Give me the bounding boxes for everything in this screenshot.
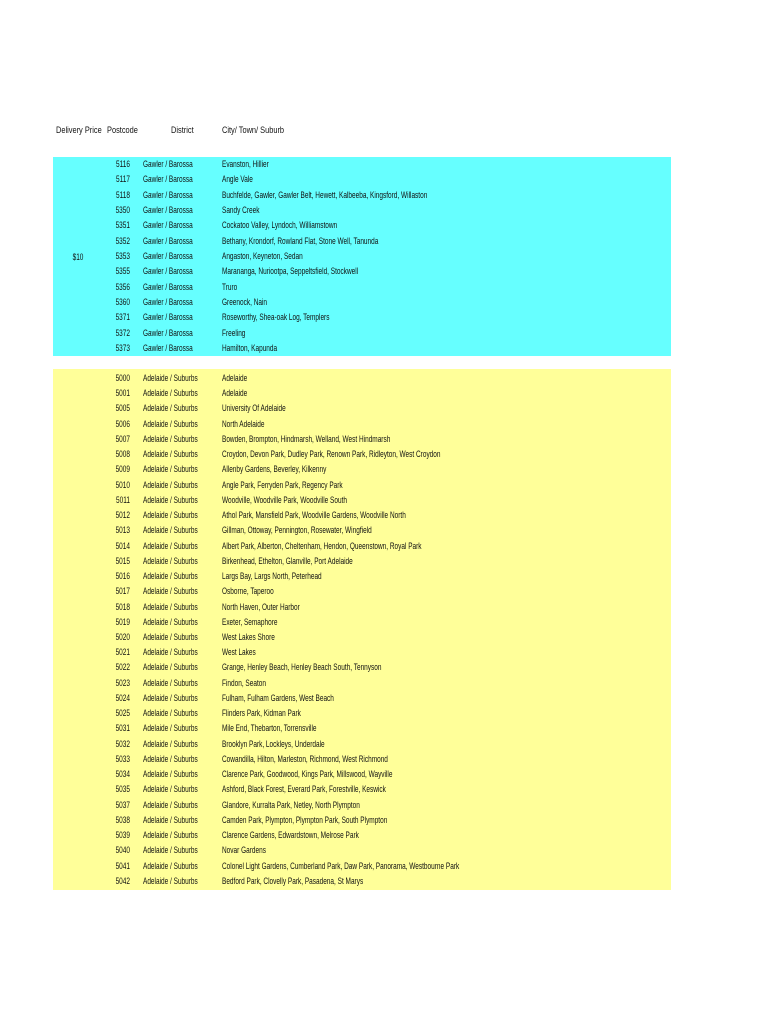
postcode-cell: 5353 — [115, 250, 130, 261]
suburb-cell: Truro — [222, 281, 238, 292]
postcode-cell: 5031 — [115, 723, 130, 734]
district-cell: Adelaide / Suburbs — [143, 418, 198, 429]
district-cell: Adelaide / Suburbs — [143, 403, 198, 414]
table-row — [53, 417, 671, 432]
postcode-cell: 5351 — [115, 220, 130, 231]
suburb-cell: Clarence Gardens, Edwardstown, Melrose Park — [222, 830, 359, 841]
table-row — [53, 874, 671, 889]
postcode-cell: 5007 — [115, 433, 130, 444]
postcode-cell: 5024 — [115, 692, 130, 703]
table-row — [53, 172, 671, 187]
district-cell: Adelaide / Suburbs — [143, 540, 198, 551]
header-district: District — [171, 125, 194, 136]
district-cell: Adelaide / Suburbs — [143, 494, 198, 505]
postcode-cell: 5020 — [115, 631, 130, 642]
district-cell: Gawler / Barossa — [143, 281, 193, 292]
district-cell: Adelaide / Suburbs — [143, 662, 198, 673]
postcode-cell: 5013 — [115, 525, 130, 536]
district-cell: Gawler / Barossa — [143, 159, 193, 169]
table-row — [53, 508, 671, 523]
district-cell: Adelaide / Suburbs — [143, 464, 198, 475]
postcode-cell: 5011 — [116, 494, 130, 505]
suburb-cell: Bedford Park, Clovelly Park, Pasadena, St Marys — [222, 875, 364, 886]
district-cell: Gawler / Barossa — [143, 235, 193, 246]
district-cell: Adelaide / Suburbs — [143, 571, 198, 582]
table-row — [53, 737, 671, 752]
table-row — [53, 554, 671, 569]
district-cell: Adelaide / Suburbs — [143, 586, 198, 597]
table-row — [53, 523, 671, 538]
suburb-cell: Angaston, Keyneton, Sedan — [222, 250, 303, 261]
suburb-cell: Flinders Park, Kidman Park — [222, 708, 301, 719]
table-row — [53, 782, 671, 797]
suburb-cell: Bethany, Krondorf, Rowland Flat, Stone Well, Tanunda — [222, 235, 379, 246]
table-row — [53, 813, 671, 828]
postcode-cell: 5041 — [115, 860, 130, 871]
price-group — [53, 157, 671, 356]
table-row — [53, 249, 671, 264]
table-row — [53, 798, 671, 813]
header-postcode: Postcode — [107, 125, 138, 136]
suburb-cell: Allenby Gardens, Beverley, Kilkenny — [222, 464, 327, 475]
table-row — [53, 752, 671, 767]
suburb-cell: Findon, Seaton — [222, 677, 266, 688]
postcode-cell: 5019 — [115, 616, 130, 627]
district-cell: Gawler / Barossa — [143, 296, 193, 307]
district-cell: Adelaide / Suburbs — [143, 616, 198, 627]
table-row — [53, 432, 671, 447]
suburb-cell: Athol Park, Mansfield Park, Woodville Gardens, Woodville North — [222, 510, 406, 521]
district-cell: Adelaide / Suburbs — [143, 510, 198, 521]
postcode-cell: 5039 — [115, 830, 130, 841]
suburb-cell: Fulham, Fulham Gardens, West Beach — [222, 692, 334, 703]
table-row — [53, 264, 671, 279]
suburb-cell: Freeling — [222, 327, 246, 338]
postcode-cell: 5116 — [116, 159, 130, 169]
suburb-cell: Greenock, Nain — [222, 296, 268, 307]
postcode-cell: 5010 — [115, 479, 130, 490]
table-row — [53, 721, 671, 736]
district-cell: Adelaide / Suburbs — [143, 388, 198, 399]
postcode-cell: 5373 — [115, 342, 130, 353]
postcode-cell: 5118 — [116, 189, 130, 200]
suburb-cell: Sandy Creek — [222, 204, 260, 215]
suburb-cell: Exeter, Semaphore — [222, 616, 278, 627]
table-row — [53, 615, 671, 630]
suburb-cell: Adelaide — [222, 373, 248, 383]
postcode-cell: 5021 — [115, 647, 130, 658]
postcode-cell: 5008 — [115, 449, 130, 460]
postcode-cell: 5033 — [115, 753, 130, 764]
suburb-cell: Buchfelde, Gawler, Gawler Belt, Hewett, Kalbeeba, Kingsford, Willaston — [222, 189, 428, 200]
suburb-cell: Glandore, Kurralta Park, Netley, North Plympton — [222, 799, 360, 810]
table-row — [53, 478, 671, 493]
district-cell: Adelaide / Suburbs — [143, 845, 198, 856]
postcode-cell: 5371 — [115, 312, 130, 323]
postcode-cell: 5023 — [115, 677, 130, 688]
district-cell: Adelaide / Suburbs — [143, 449, 198, 460]
district-cell: Adelaide / Suburbs — [143, 555, 198, 566]
suburb-cell: Osborne, Taperoo — [222, 586, 274, 597]
suburb-cell: Evanston, Hillier — [222, 159, 269, 169]
suburb-cell: Angle Vale — [222, 174, 253, 185]
district-cell: Adelaide / Suburbs — [143, 479, 198, 490]
district-cell: Adelaide / Suburbs — [143, 784, 198, 795]
suburb-cell: Roseworthy, Shea-oak Log, Templers — [222, 312, 330, 323]
postcode-cell: 5037 — [115, 799, 130, 810]
postcode-cell: 5025 — [115, 708, 130, 719]
postcode-cell: 5022 — [115, 662, 130, 673]
district-cell: Adelaide / Suburbs — [143, 708, 198, 719]
district-cell: Adelaide / Suburbs — [143, 677, 198, 688]
postcode-cell: 5350 — [115, 204, 130, 215]
suburb-cell: Clarence Park, Goodwood, Kings Park, Millswood, Wayville — [222, 769, 393, 780]
district-cell: Adelaide / Suburbs — [143, 373, 198, 383]
district-cell: Adelaide / Suburbs — [143, 814, 198, 825]
postcode-cell: 5012 — [115, 510, 130, 521]
table-row — [53, 584, 671, 599]
suburb-cell: Gillman, Ottoway, Pennington, Rosewater, Wingfield — [222, 525, 372, 536]
table-row — [53, 203, 671, 218]
postcode-cell: 5356 — [115, 281, 130, 292]
table-row — [53, 843, 671, 858]
table-row — [53, 645, 671, 660]
table-row — [53, 310, 671, 325]
district-cell: Adelaide / Suburbs — [143, 723, 198, 734]
table-row — [53, 234, 671, 249]
header-delivery-price: Delivery Price — [56, 125, 102, 136]
postcode-cell: 5042 — [115, 875, 130, 886]
postcode-cell: 5005 — [115, 403, 130, 414]
district-cell: Adelaide / Suburbs — [143, 601, 198, 612]
suburb-cell: Novar Gardens — [222, 845, 266, 856]
table-row — [53, 218, 671, 233]
postcode-cell: 5009 — [115, 464, 130, 475]
postcode-cell: 5360 — [115, 296, 130, 307]
table-row — [53, 569, 671, 584]
suburb-cell: Largs Bay, Largs North, Peterhead — [222, 571, 322, 582]
suburb-cell: North Haven, Outer Harbor — [222, 601, 300, 612]
table-row — [53, 539, 671, 554]
suburb-cell: Colonel Light Gardens, Cumberland Park, Daw Park, Panorama, Westbourne Park — [222, 860, 460, 871]
suburb-cell: Cockatoo Valley, Lyndoch, Williamstown — [222, 220, 338, 231]
district-cell: Adelaide / Suburbs — [143, 525, 198, 536]
district-cell: Gawler / Barossa — [143, 342, 193, 353]
table-row — [53, 859, 671, 874]
district-cell: Adelaide / Suburbs — [143, 799, 198, 810]
district-cell: Adelaide / Suburbs — [143, 769, 198, 780]
district-cell: Adelaide / Suburbs — [143, 433, 198, 444]
postcode-cell: 5355 — [115, 266, 130, 277]
postcode-cell: 5372 — [115, 327, 130, 338]
header-city-town-suburb: City/ Town/ Suburb — [222, 125, 285, 136]
suburb-cell: Brooklyn Park, Lockleys, Underdale — [222, 738, 325, 749]
suburb-cell: Camden Park, Plympton, Plympton Park, South Plympton — [222, 814, 388, 825]
district-cell: Adelaide / Suburbs — [143, 647, 198, 658]
district-cell: Gawler / Barossa — [143, 250, 193, 261]
postcode-cell: 5352 — [115, 235, 130, 246]
table-row — [53, 600, 671, 615]
table-row — [53, 447, 671, 462]
suburb-cell: North Adelaide — [222, 418, 265, 429]
postcode-cell: 5000 — [115, 373, 130, 383]
table-row — [53, 660, 671, 675]
postcode-cell: 5006 — [115, 418, 130, 429]
table-row — [53, 691, 671, 706]
suburb-cell: West Lakes Shore — [222, 631, 275, 642]
postcode-cell: 5038 — [115, 814, 130, 825]
table-row — [53, 401, 671, 416]
postcode-cell: 5117 — [116, 174, 130, 185]
table-row — [53, 371, 671, 386]
suburb-cell: Grange, Henley Beach, Henley Beach South, Tennyson — [222, 662, 382, 673]
district-cell: Adelaide / Suburbs — [143, 753, 198, 764]
table-row — [53, 295, 671, 310]
postcode-cell: 5018 — [115, 601, 130, 612]
table-row — [53, 828, 671, 843]
district-cell: Adelaide / Suburbs — [143, 738, 198, 749]
suburb-cell: Croydon, Devon Park, Dudley Park, Renown Park, Ridleyton, West Croydon — [222, 449, 441, 460]
suburb-cell: Angle Park, Ferryden Park, Regency Park — [222, 479, 343, 490]
postcode-cell: 5032 — [115, 738, 130, 749]
price-group — [53, 369, 671, 890]
postcode-cell: 5001 — [115, 388, 130, 399]
suburb-cell: Birkenhead, Ethelton, Glanville, Port Adelaide — [222, 555, 353, 566]
district-cell: Adelaide / Suburbs — [143, 830, 198, 841]
suburb-cell: Cowandilla, Hilton, Marleston, Richmond, West Richmond — [222, 753, 388, 764]
suburb-cell: University Of Adelaide — [222, 403, 286, 414]
district-cell: Gawler / Barossa — [143, 204, 193, 215]
district-cell: Gawler / Barossa — [143, 174, 193, 185]
suburb-cell: Hamilton, Kapunda — [222, 342, 278, 353]
table-row — [53, 706, 671, 721]
district-cell: Adelaide / Suburbs — [143, 875, 198, 886]
table-row — [53, 157, 671, 172]
district-cell: Adelaide / Suburbs — [143, 631, 198, 642]
postcode-cell: 5014 — [115, 540, 130, 551]
suburb-cell: Ashford, Black Forest, Everard Park, Forestville, Keswick — [222, 784, 386, 795]
suburb-cell: Mile End, Thebarton, Torrensville — [222, 723, 317, 734]
district-cell: Adelaide / Suburbs — [143, 692, 198, 703]
district-cell: Gawler / Barossa — [143, 327, 193, 338]
suburb-cell: Bowden, Brompton, Hindmarsh, Welland, West Hindmarsh — [222, 433, 391, 444]
table-row — [53, 676, 671, 691]
district-cell: Gawler / Barossa — [143, 312, 193, 323]
postcode-cell: 5015 — [115, 555, 130, 566]
table-row — [53, 767, 671, 782]
table-row — [53, 630, 671, 645]
postcode-cell: 5034 — [115, 769, 130, 780]
table-row — [53, 341, 671, 356]
suburb-cell: West Lakes — [222, 647, 256, 658]
suburb-cell: Adelaide — [222, 388, 248, 399]
suburb-cell: Marananga, Nuriootpa, Seppeltsfield, Stockwell — [222, 266, 359, 277]
district-cell: Adelaide / Suburbs — [143, 860, 198, 871]
postcode-cell: 5016 — [115, 571, 130, 582]
suburb-cell: Woodville, Woodville Park, Woodville South — [222, 494, 347, 505]
table-row — [53, 493, 671, 508]
table-row — [53, 326, 671, 341]
district-cell: Gawler / Barossa — [143, 189, 193, 200]
suburb-cell: Albert Park, Alberton, Cheltenham, Hendon, Queenstown, Royal Park — [222, 540, 422, 551]
table-row — [53, 462, 671, 477]
postcode-cell: 5035 — [115, 784, 130, 795]
district-cell: Gawler / Barossa — [143, 220, 193, 231]
postcode-cell: 5017 — [115, 586, 130, 597]
delivery-price-cell: $10 — [72, 251, 84, 262]
table-row — [53, 386, 671, 401]
postcode-cell: 5040 — [115, 845, 130, 856]
district-cell: Gawler / Barossa — [143, 266, 193, 277]
table-row — [53, 188, 671, 203]
table-row — [53, 280, 671, 295]
